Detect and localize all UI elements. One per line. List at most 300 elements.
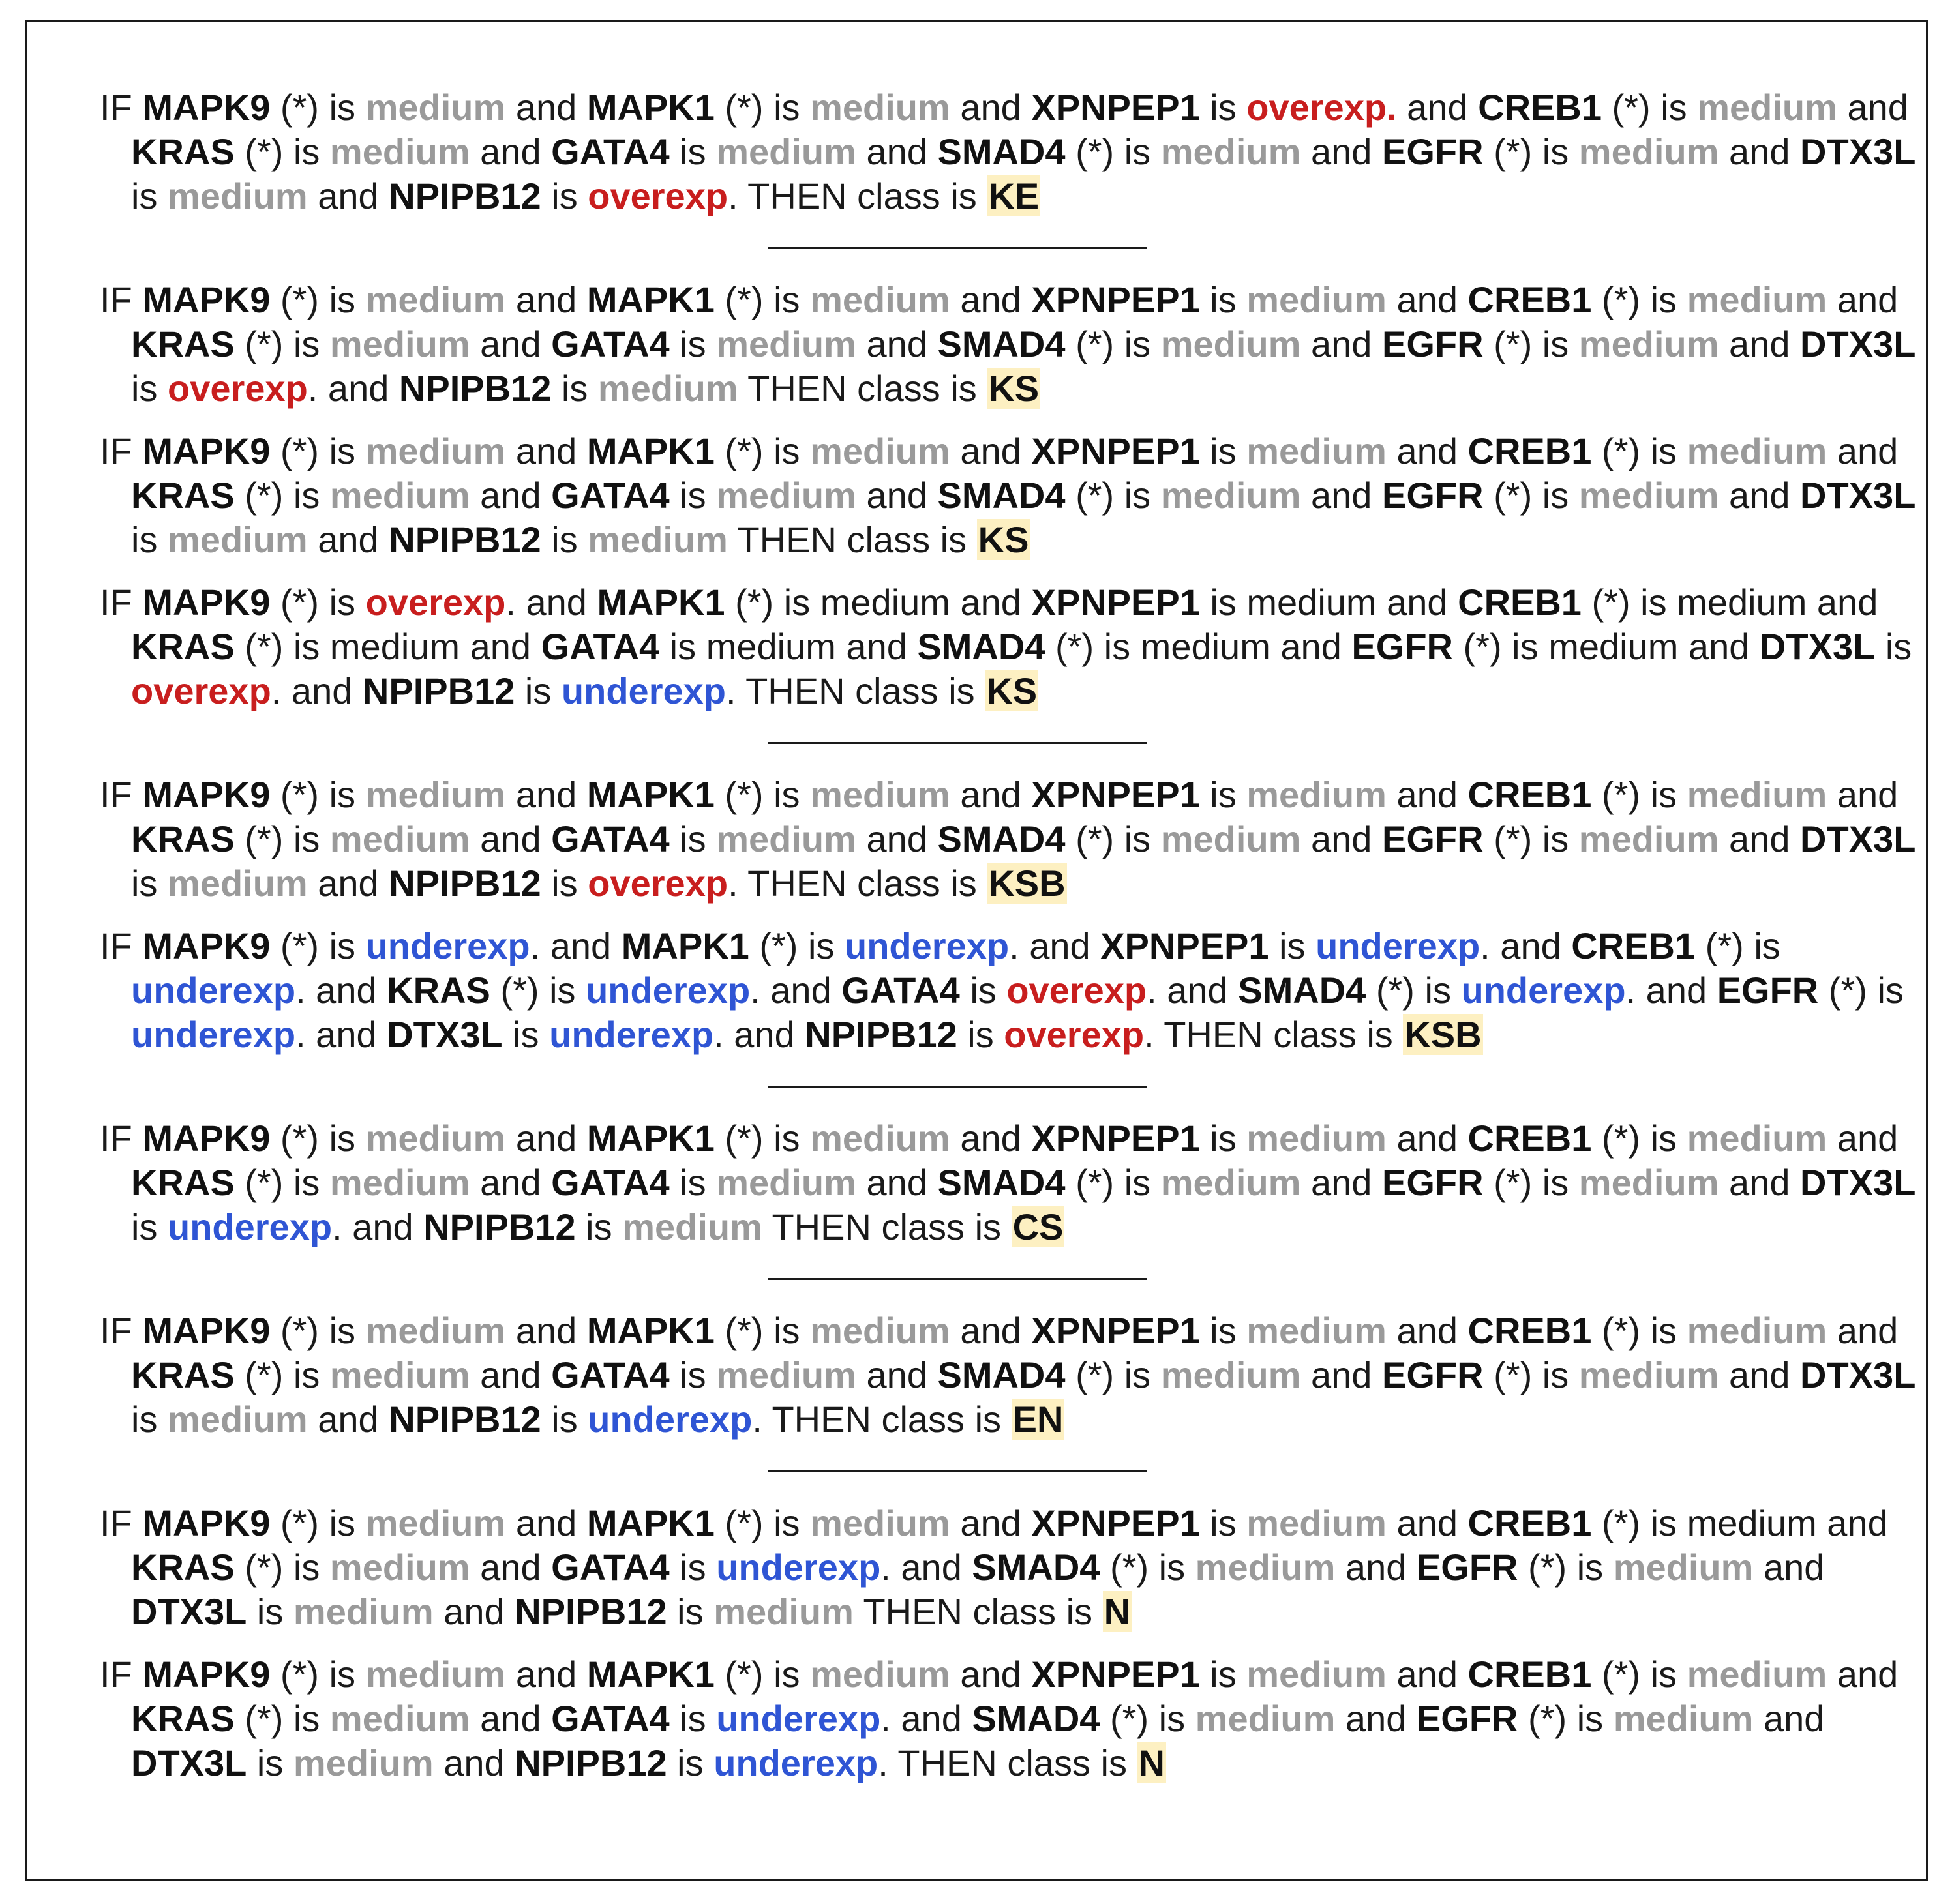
expression-level-medium: medium bbox=[716, 475, 856, 516]
gene-name: MAPK1 bbox=[586, 279, 715, 320]
gene-name: MAPK1 bbox=[586, 774, 715, 815]
class-label: N bbox=[1104, 1591, 1131, 1632]
significance-marker: (*) bbox=[1591, 279, 1641, 320]
keyword-and: and bbox=[856, 475, 938, 516]
keyword-and: and bbox=[1753, 1698, 1825, 1739]
keyword-is: is bbox=[1269, 925, 1316, 966]
expression-level-medium: medium bbox=[1578, 1354, 1719, 1395]
keyword-is: is bbox=[551, 368, 598, 409]
expression-level-medium: medium bbox=[810, 1118, 950, 1159]
significance-marker: (*) bbox=[270, 1310, 320, 1351]
keyword-then-class: THEN class is bbox=[853, 1591, 1103, 1632]
keyword-and: and bbox=[470, 323, 552, 364]
expression-level-medium: medium bbox=[1195, 1698, 1336, 1739]
keyword-is: is bbox=[283, 323, 330, 364]
gene-name: DTX3L bbox=[1800, 1354, 1916, 1395]
gene-name: KRAS bbox=[131, 475, 235, 516]
expression-level-medium: medium bbox=[365, 1654, 506, 1695]
expression-level-underexp: underexp bbox=[845, 925, 1010, 966]
significance-marker: (*) bbox=[1065, 475, 1115, 516]
gene-name: EGFR bbox=[1416, 1698, 1518, 1739]
gene-name: MAPK1 bbox=[597, 582, 725, 623]
significance-marker: (*) bbox=[1591, 1310, 1641, 1351]
keyword-and: and bbox=[856, 323, 938, 364]
keyword-and: and bbox=[307, 519, 389, 560]
keyword-is: is bbox=[131, 368, 168, 409]
keyword-and: and bbox=[1376, 582, 1458, 623]
expression-level-plain: medium bbox=[1548, 626, 1679, 667]
keyword-and: and bbox=[505, 1502, 587, 1543]
keyword-then-class: THEN class is bbox=[736, 670, 985, 711]
significance-marker: (*) bbox=[234, 475, 284, 516]
keyword-and: and bbox=[433, 1742, 515, 1783]
expression-level-medium: medium bbox=[810, 1502, 950, 1543]
class-label: CS bbox=[1012, 1206, 1064, 1247]
expression-level-medium: medium bbox=[293, 1591, 434, 1632]
keyword-and: and bbox=[1300, 131, 1382, 172]
expression-level-overexp: overexp. bbox=[1246, 87, 1397, 128]
significance-marker: (*) bbox=[270, 1118, 320, 1159]
rule-4 bbox=[100, 580, 1919, 713]
gene-name: EGFR bbox=[1351, 626, 1453, 667]
expression-level-underexp: underexp bbox=[586, 970, 751, 1011]
expression-level-medium: medium bbox=[1160, 818, 1301, 859]
expression-level-medium: medium bbox=[329, 475, 470, 516]
punctuation: . bbox=[295, 1014, 306, 1055]
keyword-is: is bbox=[131, 1399, 168, 1440]
significance-marker: (*) bbox=[714, 430, 764, 471]
significance-marker: (*) bbox=[1452, 626, 1502, 667]
punctuation: . bbox=[505, 582, 516, 623]
expression-level-plain: medium bbox=[329, 626, 460, 667]
significance-marker: (*) bbox=[270, 1654, 320, 1695]
keyword-then-class: THEN class is bbox=[762, 1206, 1012, 1247]
significance-marker: (*) bbox=[1591, 1502, 1641, 1543]
keyword-is: is bbox=[763, 1654, 811, 1695]
gene-name: GATA4 bbox=[541, 626, 660, 667]
expression-level-medium: medium bbox=[1160, 1162, 1301, 1203]
keyword-then-class: THEN class is bbox=[762, 1399, 1012, 1440]
gene-name: CREB1 bbox=[1467, 1502, 1592, 1543]
keyword-and: and bbox=[1719, 131, 1801, 172]
gene-name: SMAD4 bbox=[937, 818, 1066, 859]
gene-name: NPIPB12 bbox=[389, 1399, 541, 1440]
gene-name: KRAS bbox=[131, 1547, 235, 1588]
expression-level-underexp: underexp bbox=[131, 1014, 296, 1055]
keyword-if: IF bbox=[100, 87, 143, 128]
significance-marker: (*) bbox=[1591, 1118, 1641, 1159]
class-label: KS bbox=[978, 519, 1029, 560]
expression-level-overexp: overexp bbox=[1004, 1014, 1145, 1055]
expression-level-medium: medium bbox=[1578, 131, 1719, 172]
gene-name: DTX3L bbox=[131, 1742, 247, 1783]
keyword-is: is bbox=[763, 774, 811, 815]
keyword-is: is bbox=[669, 818, 717, 859]
class-label: KE bbox=[988, 175, 1040, 216]
keyword-and: and bbox=[856, 1162, 938, 1203]
gene-name: MAPK9 bbox=[142, 1310, 271, 1351]
significance-marker: (*) bbox=[714, 1502, 764, 1543]
keyword-is: is bbox=[1199, 1654, 1247, 1695]
gene-name: MAPK1 bbox=[621, 925, 749, 966]
keyword-then-class: THEN class is bbox=[1154, 1014, 1404, 1055]
keyword-and: and bbox=[950, 279, 1032, 320]
keyword-and: and bbox=[281, 670, 363, 711]
keyword-is: is bbox=[515, 670, 562, 711]
expression-level-medium: medium bbox=[329, 1547, 470, 1588]
keyword-is: is bbox=[319, 279, 366, 320]
keyword-and: and bbox=[318, 368, 399, 409]
significance-marker: (*) bbox=[270, 87, 320, 128]
significance-marker: (*) bbox=[234, 323, 284, 364]
keyword-and: and bbox=[856, 1354, 938, 1395]
significance-marker: (*) bbox=[1065, 818, 1115, 859]
gene-name: XPNPEP1 bbox=[1031, 1118, 1200, 1159]
document-frame bbox=[25, 20, 1928, 1881]
keyword-then-class: THEN class is bbox=[738, 175, 987, 216]
significance-marker: (*) bbox=[714, 87, 764, 128]
keyword-and: and bbox=[470, 1162, 552, 1203]
keyword-then-class: THEN class is bbox=[738, 863, 987, 904]
gene-name: GATA4 bbox=[551, 818, 670, 859]
expression-level-medium: medium bbox=[329, 131, 470, 172]
gene-name: DTX3L bbox=[387, 1014, 503, 1055]
rule-2 bbox=[100, 278, 1919, 411]
expression-level-medium: medium bbox=[1246, 279, 1387, 320]
keyword-is: is bbox=[669, 1698, 717, 1739]
punctuation: . bbox=[332, 1206, 342, 1247]
keyword-and: and bbox=[1753, 1547, 1825, 1588]
punctuation: . bbox=[307, 368, 318, 409]
keyword-if: IF bbox=[100, 430, 143, 471]
gene-name: EGFR bbox=[1382, 323, 1484, 364]
expression-level-medium: medium bbox=[1578, 1162, 1719, 1203]
keyword-is: is bbox=[1501, 626, 1549, 667]
keyword-is: is bbox=[959, 970, 1007, 1011]
significance-marker: (*) bbox=[234, 1698, 284, 1739]
keyword-and: and bbox=[505, 279, 587, 320]
expression-level-medium: medium bbox=[1246, 1654, 1387, 1695]
keyword-and: and bbox=[515, 582, 597, 623]
significance-marker: (*) bbox=[1100, 1547, 1149, 1588]
gene-name: GATA4 bbox=[551, 131, 670, 172]
expression-level-medium: medium bbox=[1195, 1547, 1336, 1588]
expression-level-medium: medium bbox=[1687, 430, 1827, 471]
keyword-and: and bbox=[470, 1354, 552, 1395]
significance-marker: (*) bbox=[234, 626, 284, 667]
significance-marker: (*) bbox=[1483, 1354, 1533, 1395]
expression-level-medium: medium bbox=[1687, 1654, 1827, 1695]
significance-marker: (*) bbox=[714, 1118, 764, 1159]
expression-level-overexp: overexp bbox=[365, 582, 506, 623]
gene-name: KRAS bbox=[131, 626, 235, 667]
significance-marker: (*) bbox=[1818, 970, 1867, 1011]
keyword-is: is bbox=[1630, 582, 1677, 623]
expression-level-medium: medium bbox=[810, 430, 950, 471]
keyword-is: is bbox=[669, 475, 717, 516]
significance-marker: (*) bbox=[1483, 818, 1533, 859]
significance-marker: (*) bbox=[1591, 430, 1641, 471]
keyword-and: and bbox=[470, 475, 552, 516]
keyword-and: and bbox=[342, 1206, 424, 1247]
keyword-is: is bbox=[669, 131, 717, 172]
gene-name: SMAD4 bbox=[972, 1698, 1100, 1739]
expression-level-medium: medium bbox=[293, 1742, 434, 1783]
significance-marker: (*) bbox=[714, 279, 764, 320]
expression-level-medium: medium bbox=[1613, 1547, 1754, 1588]
keyword-is: is bbox=[319, 582, 366, 623]
keyword-is: is bbox=[1199, 582, 1247, 623]
group-separator bbox=[768, 1470, 1147, 1472]
gene-name: DTX3L bbox=[1800, 1162, 1916, 1203]
keyword-is: is bbox=[1199, 279, 1247, 320]
keyword-is: is bbox=[1875, 626, 1912, 667]
significance-marker: (*) bbox=[1591, 774, 1641, 815]
gene-name: XPNPEP1 bbox=[1031, 582, 1200, 623]
keyword-and: and bbox=[950, 1118, 1032, 1159]
gene-name: KRAS bbox=[131, 1162, 235, 1203]
keyword-is: is bbox=[659, 626, 706, 667]
keyword-is: is bbox=[1094, 626, 1141, 667]
gene-name: GATA4 bbox=[551, 1162, 670, 1203]
expression-level-medium: medium bbox=[1687, 1118, 1827, 1159]
gene-name: EGFR bbox=[1416, 1547, 1518, 1588]
keyword-is: is bbox=[1640, 1654, 1687, 1695]
keyword-and: and bbox=[1827, 1654, 1899, 1695]
keyword-is: is bbox=[131, 519, 168, 560]
keyword-and: and bbox=[1335, 1698, 1417, 1739]
gene-name: EGFR bbox=[1382, 475, 1484, 516]
gene-name: CREB1 bbox=[1458, 582, 1582, 623]
keyword-and: and bbox=[1300, 1162, 1382, 1203]
gene-name: SMAD4 bbox=[917, 626, 1045, 667]
significance-marker: (*) bbox=[1483, 131, 1533, 172]
keyword-is: is bbox=[319, 1310, 366, 1351]
keyword-is: is bbox=[1567, 1547, 1614, 1588]
expression-level-medium: medium bbox=[329, 1354, 470, 1395]
punctuation: . bbox=[1625, 970, 1636, 1011]
significance-marker: (*) bbox=[1065, 323, 1115, 364]
gene-name: EGFR bbox=[1382, 818, 1484, 859]
keyword-then-class: THEN class is bbox=[738, 368, 987, 409]
keyword-is: is bbox=[319, 925, 366, 966]
expression-level-medium: medium bbox=[1246, 1502, 1387, 1543]
keyword-and: and bbox=[1386, 1118, 1468, 1159]
significance-marker: (*) bbox=[1581, 582, 1630, 623]
rule-8 bbox=[100, 1309, 1919, 1442]
gene-name: XPNPEP1 bbox=[1031, 1654, 1200, 1695]
rule-1 bbox=[100, 85, 1919, 218]
gene-name: SMAD4 bbox=[937, 323, 1066, 364]
keyword-is: is bbox=[667, 1742, 714, 1783]
expression-level-plain: medium bbox=[706, 626, 836, 667]
keyword-is: is bbox=[247, 1591, 293, 1632]
keyword-and: and bbox=[1300, 475, 1382, 516]
keyword-and: and bbox=[1719, 475, 1801, 516]
keyword-is: is bbox=[957, 1014, 1004, 1055]
gene-name: MAPK9 bbox=[142, 1118, 271, 1159]
keyword-is: is bbox=[131, 175, 168, 216]
keyword-is: is bbox=[763, 1118, 811, 1159]
expression-level-medium: medium bbox=[365, 1502, 506, 1543]
punctuation: . bbox=[880, 1698, 891, 1739]
keyword-is: is bbox=[1199, 87, 1247, 128]
keyword-is: is bbox=[1532, 818, 1579, 859]
gene-name: GATA4 bbox=[551, 323, 670, 364]
keyword-and: and bbox=[1270, 626, 1352, 667]
keyword-and: and bbox=[1300, 818, 1382, 859]
keyword-and: and bbox=[1300, 1354, 1382, 1395]
significance-marker: (*) bbox=[1065, 131, 1115, 172]
gene-name: XPNPEP1 bbox=[1031, 774, 1200, 815]
class-label: N bbox=[1138, 1742, 1165, 1783]
significance-marker: (*) bbox=[270, 1502, 320, 1543]
gene-name: SMAD4 bbox=[972, 1547, 1100, 1588]
keyword-is: is bbox=[1640, 430, 1687, 471]
gene-name: SMAD4 bbox=[937, 131, 1066, 172]
expression-level-medium: medium bbox=[329, 818, 470, 859]
significance-marker: (*) bbox=[1602, 87, 1651, 128]
keyword-is: is bbox=[1114, 323, 1161, 364]
expression-level-medium: medium bbox=[810, 1654, 950, 1695]
expression-level-medium: medium bbox=[1246, 430, 1387, 471]
gene-name: XPNPEP1 bbox=[1031, 1310, 1200, 1351]
gene-name: XPNPEP1 bbox=[1031, 87, 1200, 128]
expression-level-plain: medium bbox=[1677, 582, 1807, 623]
keyword-and: and bbox=[950, 87, 1032, 128]
expression-level-overexp: overexp bbox=[168, 368, 308, 409]
expression-level-medium: medium bbox=[597, 368, 738, 409]
gene-name: DTX3L bbox=[1800, 475, 1916, 516]
keyword-is: is bbox=[1199, 774, 1247, 815]
gene-name: CREB1 bbox=[1467, 774, 1592, 815]
expression-level-underexp: underexp bbox=[561, 670, 726, 711]
punctuation: . bbox=[880, 1547, 891, 1588]
keyword-is: is bbox=[539, 970, 586, 1011]
keyword-is: is bbox=[1114, 1354, 1161, 1395]
keyword-is: is bbox=[1532, 1354, 1579, 1395]
significance-marker: (*) bbox=[714, 1310, 764, 1351]
gene-name: MAPK1 bbox=[586, 87, 715, 128]
keyword-and: and bbox=[1386, 430, 1468, 471]
expression-level-medium: medium bbox=[1613, 1698, 1754, 1739]
keyword-is: is bbox=[541, 1399, 588, 1440]
expression-level-overexp: overexp bbox=[1006, 970, 1147, 1011]
keyword-and: and bbox=[1827, 1118, 1899, 1159]
keyword-and: and bbox=[1816, 1502, 1888, 1543]
gene-name: MAPK1 bbox=[586, 1118, 715, 1159]
expression-level-medium: medium bbox=[588, 519, 728, 560]
keyword-is: is bbox=[1640, 1310, 1687, 1351]
expression-level-medium: medium bbox=[1687, 1310, 1827, 1351]
significance-marker: (*) bbox=[1518, 1698, 1567, 1739]
keyword-if: IF bbox=[100, 1654, 143, 1695]
keyword-and: and bbox=[856, 818, 938, 859]
keyword-is: is bbox=[283, 1354, 330, 1395]
expression-level-underexp: underexp bbox=[716, 1547, 881, 1588]
keyword-is: is bbox=[541, 175, 588, 216]
expression-level-plain: medium bbox=[820, 582, 950, 623]
keyword-is: is bbox=[669, 1547, 717, 1588]
gene-name: XPNPEP1 bbox=[1031, 279, 1200, 320]
expression-level-medium: medium bbox=[168, 1399, 308, 1440]
gene-name: KRAS bbox=[131, 818, 235, 859]
keyword-and: and bbox=[1837, 87, 1908, 128]
keyword-is: is bbox=[773, 582, 820, 623]
gene-name: MAPK9 bbox=[142, 1502, 271, 1543]
gene-name: EGFR bbox=[1717, 970, 1819, 1011]
class-label: KS bbox=[988, 368, 1040, 409]
gene-name: MAPK9 bbox=[142, 87, 271, 128]
keyword-is: is bbox=[1199, 430, 1247, 471]
significance-marker: (*) bbox=[1483, 475, 1533, 516]
keyword-is: is bbox=[763, 430, 811, 471]
gene-name: XPNPEP1 bbox=[1031, 430, 1200, 471]
expression-level-medium: medium bbox=[716, 818, 856, 859]
keyword-and: and bbox=[470, 1698, 552, 1739]
gene-name: MAPK9 bbox=[142, 925, 271, 966]
significance-marker: (*) bbox=[1518, 1547, 1567, 1588]
gene-name: CREB1 bbox=[1467, 430, 1592, 471]
keyword-is: is bbox=[669, 323, 717, 364]
significance-marker: (*) bbox=[1591, 1654, 1641, 1695]
significance-marker: (*) bbox=[1065, 1162, 1115, 1203]
class-label: KSB bbox=[1404, 1014, 1482, 1055]
keyword-and: and bbox=[1335, 1547, 1417, 1588]
keyword-is: is bbox=[1640, 1118, 1687, 1159]
expression-level-underexp: underexp bbox=[588, 1399, 753, 1440]
keyword-and: and bbox=[950, 1310, 1032, 1351]
group-separator bbox=[768, 247, 1147, 249]
significance-marker: (*) bbox=[490, 970, 539, 1011]
expression-level-underexp: underexp bbox=[168, 1206, 333, 1247]
keyword-and: and bbox=[1678, 626, 1760, 667]
keyword-is: is bbox=[319, 1654, 366, 1695]
keyword-if: IF bbox=[100, 279, 143, 320]
gene-name: KRAS bbox=[131, 1698, 235, 1739]
expression-level-underexp: underexp bbox=[1315, 925, 1480, 966]
keyword-is: is bbox=[1640, 1502, 1687, 1543]
gene-name: DTX3L bbox=[1800, 131, 1916, 172]
significance-marker: (*) bbox=[270, 774, 320, 815]
expression-level-medium: medium bbox=[713, 1591, 854, 1632]
expression-level-medium: medium bbox=[329, 1698, 470, 1739]
keyword-is: is bbox=[1199, 1310, 1247, 1351]
expression-level-medium: medium bbox=[1160, 131, 1301, 172]
keyword-and: and bbox=[1827, 279, 1899, 320]
keyword-is: is bbox=[319, 1502, 366, 1543]
keyword-is: is bbox=[283, 131, 330, 172]
expression-level-medium: medium bbox=[716, 131, 856, 172]
gene-name: SMAD4 bbox=[1238, 970, 1366, 1011]
gene-name: MAPK1 bbox=[586, 1654, 715, 1695]
punctuation: . bbox=[1480, 925, 1490, 966]
keyword-and: and bbox=[505, 774, 587, 815]
significance-marker: (*) bbox=[1483, 1162, 1533, 1203]
expression-level-underexp: underexp bbox=[365, 925, 530, 966]
keyword-and: and bbox=[540, 925, 622, 966]
expression-level-underexp: underexp bbox=[713, 1742, 878, 1783]
keyword-and: and bbox=[1386, 774, 1468, 815]
expression-level-medium: medium bbox=[365, 1118, 506, 1159]
keyword-and: and bbox=[1300, 323, 1382, 364]
keyword-and: and bbox=[505, 1310, 587, 1351]
significance-marker: (*) bbox=[1045, 626, 1094, 667]
keyword-and: and bbox=[1386, 279, 1468, 320]
keyword-and: and bbox=[433, 1591, 515, 1632]
keyword-and: and bbox=[950, 1654, 1032, 1695]
gene-name: XPNPEP1 bbox=[1031, 1502, 1200, 1543]
